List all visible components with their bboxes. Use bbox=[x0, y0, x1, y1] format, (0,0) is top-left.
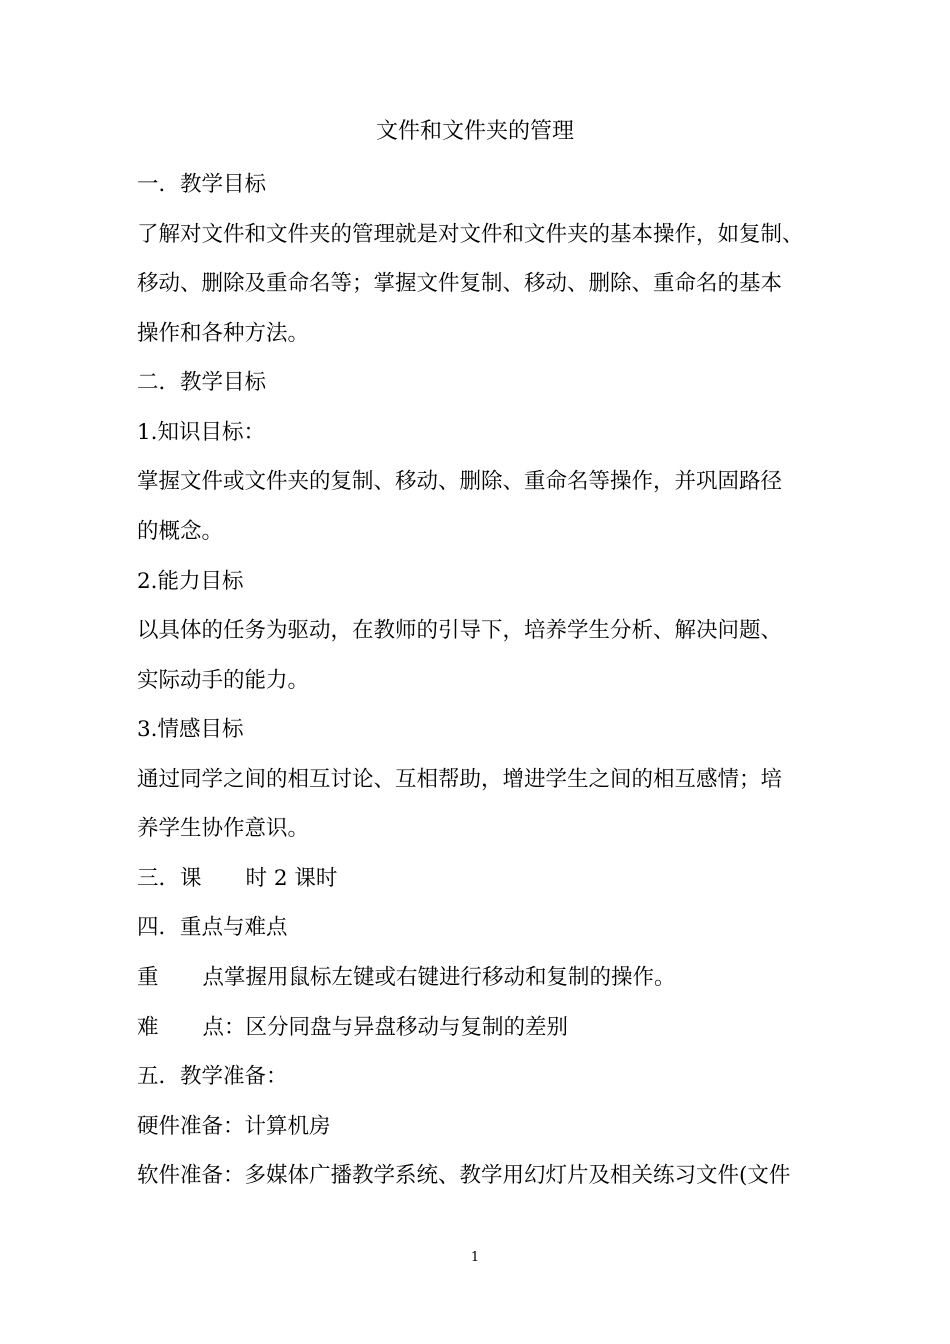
paragraph-line: 了解对文件和文件夹的管理就是对文件和文件夹的基本操作，如复制、 bbox=[137, 222, 804, 247]
paragraph-line: 养学生协作意识。 bbox=[137, 816, 310, 841]
class-hours-value: 时 2 课时 bbox=[245, 866, 338, 891]
difficult-point-line bbox=[137, 1013, 837, 1043]
section-heading-preparation: 五．教学准备： bbox=[137, 1064, 288, 1089]
section-heading-teaching-goals: 一．教学目标 bbox=[137, 172, 267, 197]
paragraph-line: 掌握文件或文件夹的复制、移动、删除、重命名等操作，并巩固路径 bbox=[137, 469, 783, 494]
key-point-text: 点掌握用鼠标左键或右键进行移动和复制的操作。 bbox=[202, 965, 676, 990]
key-point-line bbox=[137, 963, 837, 993]
subheading-emotion-goal: 3.情感目标 bbox=[137, 717, 244, 742]
software-preparation: 软件准备：多媒体广播教学系统、教学用幻灯片及相关练习文件(文件 bbox=[137, 1163, 791, 1188]
key-point-label: 重 bbox=[137, 965, 159, 990]
subheading-knowledge-goal: 1.知识目标： bbox=[137, 420, 266, 445]
difficult-point-label: 难 bbox=[137, 1015, 159, 1040]
paragraph-line: 实际动手的能力。 bbox=[137, 668, 310, 693]
section-heading-class-hours bbox=[137, 864, 837, 894]
hardware-preparation: 硬件准备：计算机房 bbox=[137, 1114, 331, 1139]
page-number: 1 bbox=[470, 1250, 480, 1265]
document-title: 文件和文件夹的管理 bbox=[375, 119, 574, 144]
section-heading-key-points: 四．重点与难点 bbox=[137, 915, 288, 940]
paragraph-line: 操作和各种方法。 bbox=[137, 321, 310, 346]
paragraph-line: 移动、删除及重命名等；掌握文件复制、移动、删除、重命名的基本 bbox=[137, 271, 783, 296]
subheading-ability-goal: 2.能力目标 bbox=[137, 569, 244, 594]
paragraph-line: 的概念。 bbox=[137, 519, 224, 544]
class-hours-prefix: 三．课 bbox=[137, 866, 202, 891]
paragraph-line: 通过同学之间的相互讨论、互相帮助，增进学生之间的相互感情；培 bbox=[137, 767, 783, 792]
difficult-point-text: 点：区分同盘与异盘移动与复制的差别 bbox=[202, 1015, 569, 1040]
section-heading-teaching-goals-2: 二．教学目标 bbox=[137, 370, 267, 395]
paragraph-line: 以具体的任务为驱动，在教师的引导下，培养学生分析、解决问题、 bbox=[137, 618, 783, 643]
